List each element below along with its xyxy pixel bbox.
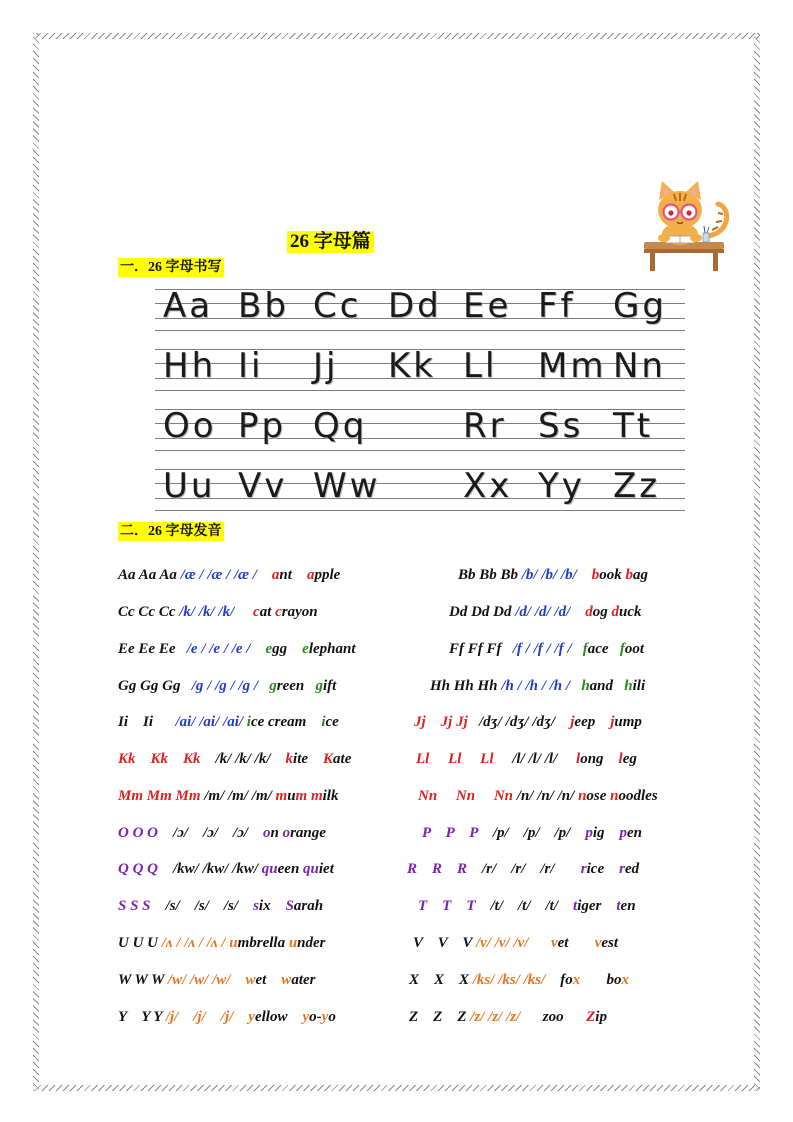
pron-segment: V V V xyxy=(413,935,476,951)
page-border-top xyxy=(33,33,760,39)
letter-pair: Gg xyxy=(613,286,667,326)
pron-segment: v xyxy=(594,935,602,951)
letter-pair: Jj xyxy=(313,346,339,386)
pron-segment: S S S xyxy=(118,898,166,914)
pron-segment: h xyxy=(581,678,590,694)
pron-segment: Cc Cc Cc xyxy=(118,604,180,620)
pron-segment: Z Z Z xyxy=(409,1009,471,1025)
pron-segment: /m/ /m/ /m/ xyxy=(204,788,276,804)
pron-entry-right xyxy=(458,565,648,585)
pron-segment: R R R xyxy=(407,861,483,877)
letter-pair: Ee xyxy=(463,286,512,326)
pron-segment: Ii Ii xyxy=(118,714,176,730)
pron-entry-left xyxy=(118,786,338,806)
letter-pair: Dd xyxy=(388,286,442,326)
cat-illustration-icon xyxy=(640,178,730,273)
letter-pair: Mm xyxy=(538,346,607,386)
pron-entry-left xyxy=(118,602,318,622)
pron-segment: /e / /e / /e / xyxy=(186,641,266,657)
pron-row xyxy=(0,1007,793,1027)
section-heading-pronunciation: 二．26 字母发音 xyxy=(120,524,222,539)
pron-row xyxy=(0,823,793,843)
staff-line xyxy=(155,390,685,391)
pron-segment: eg xyxy=(622,751,637,767)
pron-segment: bo xyxy=(606,972,622,988)
pron-segment: ite xyxy=(293,751,324,767)
letter-pair: Ff xyxy=(538,286,576,326)
pron-segment: ili xyxy=(632,678,646,694)
pron-row xyxy=(0,602,793,622)
writing-staff xyxy=(155,466,685,511)
pron-segment: u xyxy=(288,935,298,951)
pron-segment: Ll Ll Ll xyxy=(416,751,513,767)
pron-segment: /t/ /t/ /t/ xyxy=(490,898,574,914)
pron-entry-right xyxy=(430,676,645,696)
pron-segment: w xyxy=(281,972,292,988)
pron-entry-right xyxy=(418,786,658,806)
pron-segment: nder xyxy=(297,935,326,951)
pron-segment: ix xyxy=(258,898,286,914)
letter-pair: Tt xyxy=(613,406,654,446)
pron-segment: t xyxy=(616,898,621,914)
letter-pair: Aa xyxy=(163,286,214,326)
pron-segment: c xyxy=(253,604,260,620)
pron-segment: /w/ /w/ /w/ xyxy=(167,972,246,988)
pron-segment: W W W xyxy=(118,972,168,988)
pron-segment: /ʌ / /ʌ / /ʌ / xyxy=(161,935,230,951)
pron-segment: /b/ /b/ /b/ xyxy=(521,567,592,583)
pron-segment: ate xyxy=(333,751,352,767)
pron-segment: r xyxy=(619,861,625,877)
pron-segment: /r/ /r/ /r/ xyxy=(482,861,581,877)
pron-segment: j xyxy=(570,714,575,730)
pron-segment: pple xyxy=(314,567,341,583)
pron-segment: Ff Ff Ff xyxy=(449,641,513,657)
pron-row xyxy=(0,676,793,696)
pron-segment: /ai/ /ai/ /ai/ xyxy=(175,714,247,730)
writing-staff xyxy=(155,406,685,451)
pron-segment: i xyxy=(246,714,251,730)
pron-segment: ilk xyxy=(322,788,339,804)
pron-segment: ice xyxy=(586,861,620,877)
pron-segment: ce xyxy=(325,714,339,730)
pron-segment: ater xyxy=(291,972,316,988)
pron-segment: ook xyxy=(599,567,626,583)
pron-segment: fo xyxy=(560,972,573,988)
pron-segment: K xyxy=(323,751,334,767)
letter-pair: Bb xyxy=(238,286,289,326)
pron-entry-left xyxy=(118,896,323,916)
pron-segment: /z/ /z/ /z/ xyxy=(470,1009,543,1025)
pron-segment: /h / /h / /h / xyxy=(501,678,582,694)
pron-entry-left xyxy=(118,749,351,769)
pron-row xyxy=(0,712,793,732)
pron-segment: Nn Nn Nn xyxy=(418,788,517,804)
pron-segment: /p/ /p/ /p/ xyxy=(492,825,586,841)
pron-segment: m xyxy=(310,788,323,804)
pron-segment: qu xyxy=(303,861,319,877)
pron-segment: Gg Gg Gg xyxy=(118,678,192,694)
letter-pair: Ii xyxy=(238,346,264,386)
pron-segment: o xyxy=(262,825,271,841)
pron-segment: Dd Dd Dd xyxy=(449,604,516,620)
pron-row xyxy=(0,933,793,953)
pron-row xyxy=(0,749,793,769)
pron-segment: y xyxy=(248,1009,255,1025)
pron-segment: mbrella xyxy=(237,935,289,951)
letter-pair: Pp xyxy=(238,406,287,446)
pron-segment: U U U xyxy=(118,935,162,951)
pron-segment: Aa Aa Aa xyxy=(118,567,181,583)
pron-segment: rayon xyxy=(281,604,318,620)
pron-segment: S xyxy=(285,898,294,914)
pron-segment: qu xyxy=(261,861,278,877)
pron-entry-left xyxy=(118,970,315,990)
pron-segment: range xyxy=(290,825,326,841)
pron-segment: o- xyxy=(309,1009,322,1025)
pron-segment: ump xyxy=(614,714,642,730)
letter-pair: Oo xyxy=(163,406,217,446)
pron-row xyxy=(0,639,793,659)
pron-entry-right xyxy=(407,859,639,879)
pron-segment: h xyxy=(624,678,633,694)
pron-entry-left xyxy=(118,565,340,585)
pron-entry-left xyxy=(118,676,336,696)
pron-segment: ace xyxy=(587,641,620,657)
pron-segment: l xyxy=(576,751,581,767)
pron-segment: Bb Bb Bb xyxy=(458,567,522,583)
staff-line xyxy=(155,450,685,451)
pron-segment: ose xyxy=(586,788,611,804)
pron-entry-left xyxy=(118,933,326,953)
pron-segment: Mm Mm Mm xyxy=(118,788,205,804)
page-border-bottom xyxy=(33,1085,760,1091)
pron-segment: d xyxy=(611,604,620,620)
pron-segment: x xyxy=(572,972,607,988)
pron-segment: ce cream xyxy=(250,714,322,730)
pron-entry-right xyxy=(449,602,642,622)
pron-segment: ong xyxy=(580,751,619,767)
pron-segment: Z xyxy=(586,1009,596,1025)
pron-segment: u xyxy=(229,935,238,951)
letter-pair: Uu xyxy=(163,466,216,506)
pron-row xyxy=(0,859,793,879)
letter-pair: Yy xyxy=(538,466,585,506)
pron-entry-right xyxy=(414,712,642,732)
pron-segment: c xyxy=(275,604,282,620)
pron-entry-left xyxy=(118,712,339,732)
pron-segment: reen xyxy=(276,678,316,694)
pron-segment: Kk Kk Kk xyxy=(118,751,216,767)
pron-segment: /v/ /v/ /v/ xyxy=(475,935,551,951)
pron-segment: a xyxy=(271,567,280,583)
pron-segment: f xyxy=(619,641,625,657)
pron-segment: k xyxy=(285,751,294,767)
section-heading-writing: 一．26 字母书写 xyxy=(120,260,222,275)
pron-segment: og xyxy=(592,604,612,620)
pron-segment: arah xyxy=(293,898,324,914)
pron-segment: f xyxy=(582,641,588,657)
pron-row xyxy=(0,786,793,806)
letter-pair: Cc xyxy=(313,286,362,326)
letter-pair: Hh xyxy=(163,346,217,386)
pron-entry-right xyxy=(409,1007,607,1027)
page-title: 26 字母篇 xyxy=(287,231,374,253)
pron-segment: /l/ /l/ /l/ xyxy=(512,751,577,767)
pron-entry-right xyxy=(409,970,629,990)
pron-segment: n xyxy=(270,825,283,841)
pron-segment: zoo xyxy=(542,1009,587,1025)
pron-segment: ellow xyxy=(254,1009,303,1025)
pron-segment: en xyxy=(627,825,643,841)
pron-segment: eep xyxy=(574,714,611,730)
pron-entry-left xyxy=(118,639,356,659)
pron-segment: s xyxy=(253,898,259,914)
pron-segment: w xyxy=(245,972,256,988)
pron-segment: gg xyxy=(272,641,303,657)
pron-segment: ift xyxy=(323,678,337,694)
pron-segment: at xyxy=(259,604,276,620)
letter-pair: Rr xyxy=(463,406,507,446)
pron-segment: iger xyxy=(577,898,617,914)
pron-segment: m xyxy=(295,788,311,804)
staff-line xyxy=(155,510,685,511)
pron-segment: Hh Hh Hh xyxy=(430,678,502,694)
pron-segment: /k/ /k/ /k/ xyxy=(215,751,286,767)
pron-segment: g xyxy=(269,678,277,694)
pron-segment: ag xyxy=(633,567,649,583)
pron-segment: /k/ /k/ /k/ xyxy=(179,604,254,620)
pron-segment: g xyxy=(315,678,324,694)
pron-segment: et xyxy=(557,935,595,951)
pron-segment: /ɔ/ /ɔ/ /ɔ/ xyxy=(173,825,263,841)
pron-segment: lephant xyxy=(308,641,356,657)
pron-segment: een xyxy=(277,861,304,877)
letter-pair: Nn xyxy=(613,346,666,386)
writing-staff xyxy=(155,346,685,391)
pron-segment: /j/ /j/ /j/ xyxy=(165,1009,249,1025)
pron-segment: i xyxy=(321,714,326,730)
pron-segment: /æ / /æ / /æ / xyxy=(180,567,272,583)
writing-staff xyxy=(155,286,685,331)
pron-segment: uck xyxy=(619,604,642,620)
pron-segment: and xyxy=(589,678,625,694)
pron-segment: nt xyxy=(279,567,307,583)
pron-segment: o xyxy=(282,825,291,841)
pron-segment: n xyxy=(610,788,619,804)
pron-segment: P P P xyxy=(422,825,493,841)
pron-segment: d xyxy=(585,604,593,620)
pron-segment: /n/ /n/ /n/ xyxy=(516,788,579,804)
pron-entry-right xyxy=(413,933,618,953)
pron-row xyxy=(0,565,793,585)
pron-segment: e xyxy=(265,641,273,657)
letter-pair: Vv xyxy=(238,466,288,506)
pron-segment: en xyxy=(620,898,636,914)
pron-segment: m xyxy=(275,788,288,804)
pron-segment: O O O xyxy=(118,825,173,841)
staff-line xyxy=(155,330,685,331)
pron-entry-left xyxy=(118,1007,336,1027)
pron-segment: oot xyxy=(624,641,644,657)
pron-segment: /ks/ /ks/ /ks/ xyxy=(472,972,561,988)
pron-row xyxy=(0,896,793,916)
pron-segment: y xyxy=(302,1009,310,1025)
pron-segment: v xyxy=(550,935,558,951)
pron-segment: ip xyxy=(595,1009,607,1025)
pron-segment: p xyxy=(619,825,628,841)
pron-segment: a xyxy=(306,567,315,583)
pron-entry-right xyxy=(416,749,637,769)
letter-pair: Kk xyxy=(388,346,436,386)
pron-segment: /s/ /s/ /s/ xyxy=(165,898,254,914)
pron-segment: est xyxy=(601,935,619,951)
pron-segment: x xyxy=(621,972,630,988)
pron-entry-right xyxy=(422,823,642,843)
pron-segment: p xyxy=(585,825,593,841)
pron-row xyxy=(0,970,793,990)
pron-segment: oodles xyxy=(618,788,658,804)
pron-segment: /d/ /d/ /d/ xyxy=(515,604,586,620)
pron-segment: l xyxy=(618,751,623,767)
pron-segment: j xyxy=(610,714,615,730)
letter-pair: Qq xyxy=(313,406,368,446)
pron-segment: n xyxy=(578,788,587,804)
pron-segment: /dʒ/ /dʒ/ /dʒ/ xyxy=(479,714,571,730)
pron-segment: iet xyxy=(318,861,334,877)
pron-segment: o xyxy=(328,1009,336,1025)
pron-segment: Q Q Q xyxy=(118,861,173,877)
letter-pair: Ll xyxy=(463,346,498,386)
pron-segment: u xyxy=(287,788,296,804)
letter-pair: Xx xyxy=(463,466,513,506)
letter-pair: Ss xyxy=(538,406,584,446)
pron-segment: t xyxy=(573,898,578,914)
pron-segment: X X X xyxy=(409,972,473,988)
letter-pair: Ww xyxy=(313,466,381,506)
pron-segment: b xyxy=(591,567,600,583)
pron-segment: Y Y Y xyxy=(118,1009,166,1025)
pron-entry-right xyxy=(418,896,636,916)
pron-entry-left xyxy=(118,823,326,843)
pron-entry-right xyxy=(449,639,644,659)
pron-segment: /kw/ /kw/ /kw/ xyxy=(173,861,262,877)
pron-segment: b xyxy=(625,567,634,583)
pron-segment: ed xyxy=(624,861,640,877)
pron-segment: et xyxy=(255,972,282,988)
pron-segment: /f / /f / /f / xyxy=(512,641,583,657)
pron-segment: Ee Ee Ee xyxy=(118,641,187,657)
pron-segment: e xyxy=(302,641,309,657)
pron-segment: ig xyxy=(592,825,620,841)
pron-entry-left xyxy=(118,859,334,879)
letter-pair: Zz xyxy=(613,466,661,506)
pron-segment: Jj Jj Jj xyxy=(414,714,480,730)
pron-segment: /g / /g / /g / xyxy=(191,678,270,694)
pron-segment: T T T xyxy=(418,898,491,914)
pron-segment: y xyxy=(321,1009,329,1025)
pron-segment: r xyxy=(580,861,587,877)
